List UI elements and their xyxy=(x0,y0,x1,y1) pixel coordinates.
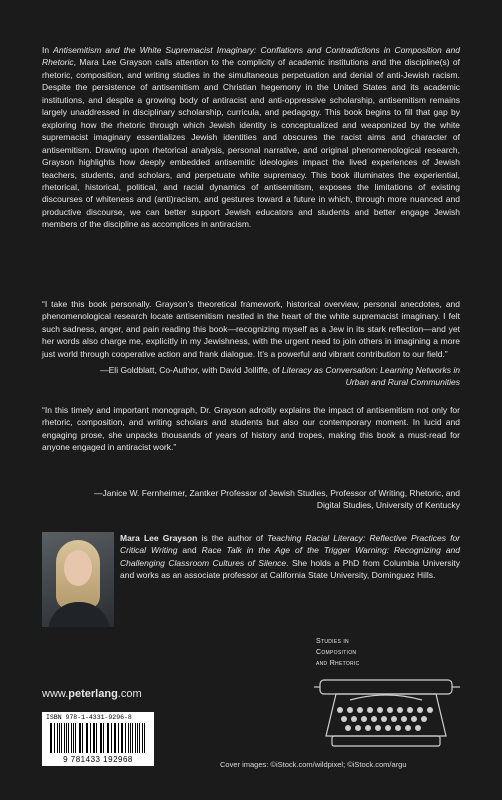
url-brand: peterlang xyxy=(68,688,118,700)
book-description xyxy=(42,44,460,231)
endorsement-quote-2: “In this timely and important monograph, Dr. Grayson adroitly explains the impact of antisemitism not only for rhetoric, composition, and writing scholars and students but also our contemporary moment. In lucid and engaging prose, she unpacks thousands of years of history and tropes, making this book a must-read for anyone engaged in antiracist work.” xyxy=(42,405,460,453)
series-line-2: Composition xyxy=(316,649,357,656)
barcode-bar xyxy=(57,723,58,753)
author-name: Mara Lee Grayson xyxy=(120,533,198,543)
bio-book-title-1: Teaching Racial Literacy: Reflective Practices for Critical Writing xyxy=(120,533,461,556)
description-body: , Mara Lee Grayson calls attention to the complicity of academic institutions and the discipline(s) of rhetoric, composition, and writing studies in the simultaneous perpetuation and denial of anti-Jewish racism. Despite the persistence of antisemitism and Christian hegemony in the United States and its academic institutions, and despite a growing body of antiracist and anti-oppressive scholarship, antisemitism remains largely unaddressed in disciplinary scholarship, curricula, and pedagogy. This book begins to fill that gap by exploring how the rhetoric through which Jewish identity is conceptualized and weaponized by the white supremacist imaginary essentializes Jewish identities and obscures the racist aims and character of antisemitism. Drawing upon rhetorical analysis, personal narrative, and original phenomenological research, Grayson highlights how deeply embedded antisemitic ideologies impact the lived experiences of Jewish teachers, students, and scholars, and perpetuate white supremacy. This book illuminates the experiential, rhetorical, historical, political, and racial dynamics of antisemitism, exposes the limitations of existing discourses of whiteness and (anti)racism, and gestures toward a future in which, through more nuanced and productive discourse, we can better support Jewish educators and students and better engage Jewish members of the discipline as accomplices in antiracism. xyxy=(42,57,460,230)
series-line-3: and Rhetoric xyxy=(316,660,360,667)
barcode-bar xyxy=(87,723,88,753)
isbn-label: ISBN 978-1-4331-9296-8 xyxy=(46,714,132,721)
barcode-bar xyxy=(73,723,74,753)
attribution-1-title: Literacy as Conversation: Learning Networks in Urban and Rural Communities xyxy=(281,365,460,388)
barcode-bar xyxy=(103,723,104,753)
url-prefix: www. xyxy=(42,688,69,700)
endorsement-quote-1: “I take this book personally. Grayson’s theoretical framework, historical overview, personal anecdotes, and phenomenological research locate antisemitism nestled in the heart of the white supremacist imaginary. I felt such sadness, anger, and pain reading this book—recognizing myself as a Jew in its stark reflection—and yet her words also charge me, explicitly in my Jewishness, with the urgent need to join others in imagining a more just world through cooperative action and frank dialogue. It’s a powerful and vibrant contribution to our field.” xyxy=(42,299,460,359)
barcode-digits: 9 781433 192968 xyxy=(63,755,133,764)
barcode-bar xyxy=(122,723,123,753)
bio-book-title-2: Race Talk in the Age of the Trigger Warning: Recognizing and Challenging Classroom Cultures of Silence xyxy=(120,545,460,568)
series-line-1: Studies in xyxy=(316,638,349,645)
series-logo xyxy=(316,636,360,669)
barcode-bar xyxy=(139,723,140,753)
endorsement-attribution-1 xyxy=(80,364,460,389)
cover-image-credits: Cover images: ©iStock.com/wildpixel; ©iStock.com/argu xyxy=(220,760,407,769)
bio-text-3: . She holds a PhD from Columbia University and works as an associate professor at California State University, Dominguez Hills. xyxy=(120,557,460,581)
url-suffix: .com xyxy=(117,688,142,700)
author-bio xyxy=(120,532,460,582)
author-photo xyxy=(42,532,114,627)
bio-text-1: is the author of xyxy=(197,533,268,543)
barcode-bars xyxy=(50,723,146,753)
book-title: Antisemitism and the White Supremacist Imaginary: Conflations and Contradictions in Composition and Rhetoric xyxy=(42,45,460,68)
endorsement-attribution-2: —Janice W. Fernheimer, Zantker Professor of Jewish Studies, Professor of Writing, Rhetoric, and Digital Studies, University of Kentucky xyxy=(94,488,460,511)
publisher-website[interactable] xyxy=(42,688,142,700)
attribution-1-prefix: —Eli Goldblatt, Co-Author, with David Jolliffe, of xyxy=(100,365,282,375)
isbn-barcode xyxy=(42,712,154,766)
description-prefix: In xyxy=(42,45,54,55)
bio-text-2: and xyxy=(177,545,202,556)
